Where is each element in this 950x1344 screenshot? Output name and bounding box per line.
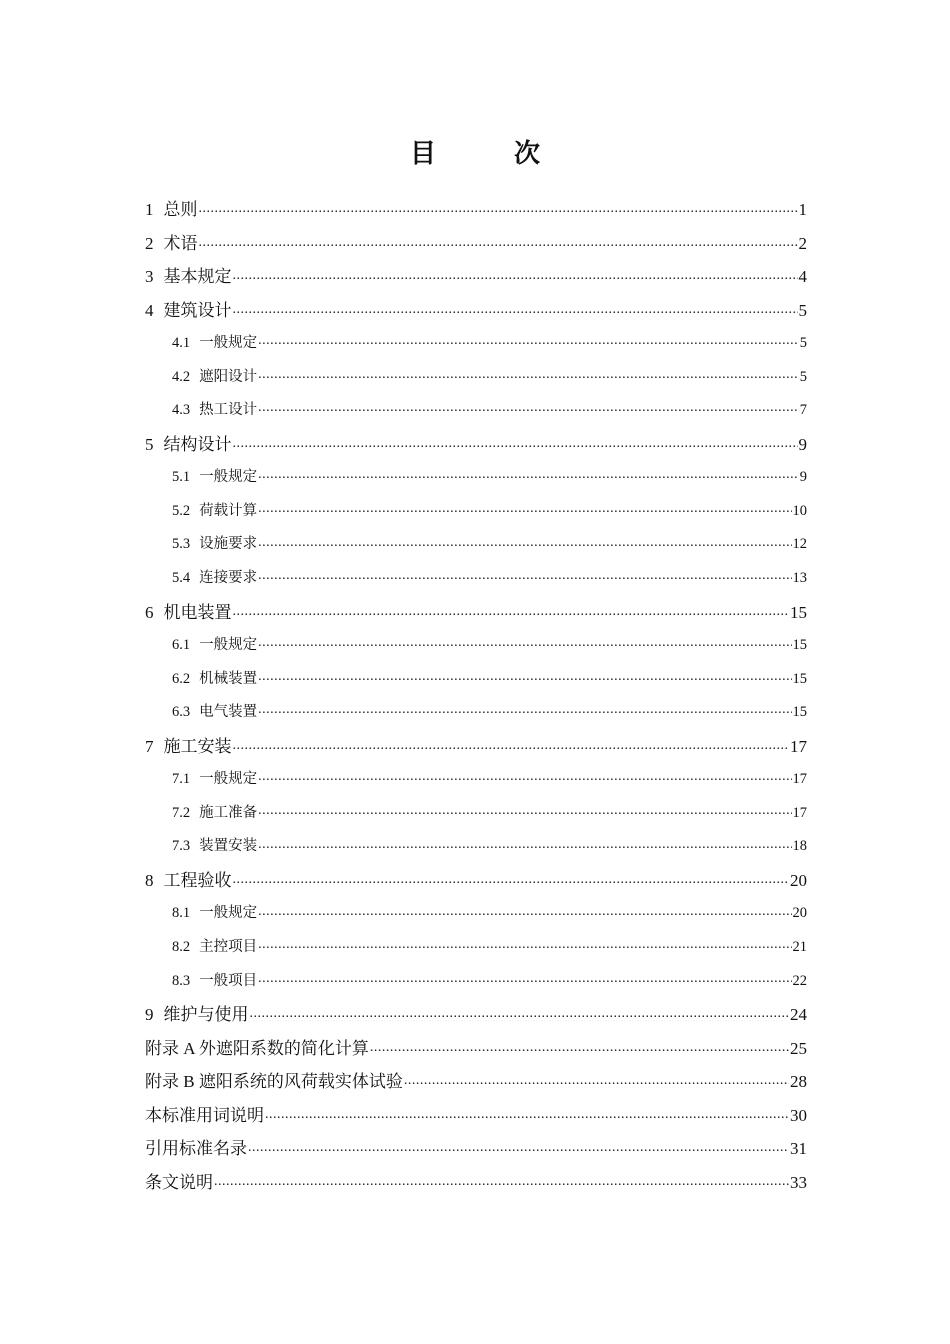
toc-entry-number: 6.1: [172, 637, 191, 654]
toc-entry-title: 遮阳设计: [199, 368, 258, 385]
toc-entry-title: 维护与使用: [163, 1005, 249, 1025]
toc-entry[interactable]: [145, 763, 807, 797]
toc-dot-leader: [258, 568, 791, 583]
toc-entry[interactable]: [145, 428, 807, 462]
page-title: 目 次: [409, 139, 566, 169]
toc-entry[interactable]: [145, 830, 807, 864]
toc-entry[interactable]: [145, 1099, 807, 1133]
toc-entry-number: 5.3: [172, 536, 191, 553]
toc-entry[interactable]: [145, 227, 807, 261]
toc-entry-page-number: 24: [790, 1005, 807, 1025]
toc-entry-title: 建筑设计: [163, 300, 232, 320]
toc-entry-title: 附录 A 外遮阳系数的简化计算: [145, 1038, 369, 1058]
toc-entry-number: 1: [145, 200, 154, 219]
toc-dot-leader: [258, 534, 791, 549]
toc-dot-leader: [258, 668, 791, 683]
toc-entry-title: 工程验收: [163, 870, 232, 890]
toc-entry-title: 引用标准名录: [145, 1139, 247, 1159]
toc-entry-number: 7.2: [172, 804, 191, 821]
toc-entry-title: 机械装置: [199, 670, 258, 687]
toc-dot-leader: [233, 265, 798, 282]
toc-entry-page-number: 30: [790, 1105, 807, 1125]
toc-entry-page-number: 20: [790, 870, 807, 890]
toc-entry[interactable]: [145, 730, 807, 764]
toc-entry-number: 6.3: [172, 704, 191, 721]
toc-entry-title: 电气装置: [199, 704, 258, 721]
toc-entry-number: 8.3: [172, 972, 191, 989]
toc-entry[interactable]: [145, 495, 807, 529]
toc-dot-leader: [233, 601, 790, 618]
toc-entry-number: 2: [145, 233, 154, 253]
toc-entry-title: 主控项目: [199, 939, 258, 956]
toc-entry-page-number: 9: [798, 434, 807, 454]
toc-entry-number: 8.2: [172, 939, 191, 956]
toc-entry-page-number: 5: [798, 300, 807, 320]
toc-dot-leader: [404, 1070, 789, 1087]
toc-entry[interactable]: [145, 361, 807, 395]
toc-dot-leader: [258, 903, 791, 918]
toc-entry[interactable]: [145, 596, 807, 630]
toc-entry-number: 4.1: [172, 335, 191, 352]
toc-entry-page-number: 17: [790, 736, 807, 756]
table-of-contents: [145, 193, 807, 1199]
toc-entry-number: 6: [145, 602, 154, 622]
toc-dot-leader: [258, 836, 791, 851]
toc-dot-leader: [233, 433, 798, 450]
toc-dot-leader: [258, 635, 791, 650]
toc-entry-title: 一般规定: [199, 335, 258, 352]
toc-entry[interactable]: [145, 931, 807, 965]
toc-dot-leader: [258, 400, 799, 415]
toc-entry-number: 8: [145, 870, 154, 890]
toc-entry-page-number: 22: [792, 972, 807, 989]
toc-entry-page-number: 15: [792, 670, 807, 687]
toc-entry[interactable]: [145, 797, 807, 831]
toc-entry-title: 本标准用词说明: [145, 1105, 264, 1125]
toc-dot-leader: [233, 869, 790, 886]
toc-entry-title: 附录 B 遮阳系统的风荷载实体试验: [145, 1072, 403, 1092]
toc-entry-title: 术语: [163, 233, 198, 253]
toc-entry-number: 6.2: [172, 670, 191, 687]
toc-entry[interactable]: [145, 864, 807, 898]
toc-dot-leader: [250, 1003, 790, 1020]
toc-entry[interactable]: [145, 1032, 807, 1066]
toc-entry-title: 基本规定: [163, 267, 232, 287]
toc-entry-number: 4.2: [172, 368, 191, 385]
toc-dot-leader: [199, 198, 798, 215]
toc-entry-page-number: 17: [792, 804, 807, 821]
toc-dot-leader: [258, 366, 799, 381]
toc-entry[interactable]: [145, 461, 807, 495]
toc-dot-leader: [265, 1104, 789, 1121]
toc-entry-title: 荷载计算: [199, 502, 258, 519]
toc-entry-page-number: 18: [792, 838, 807, 855]
toc-entry-title: 结构设计: [163, 434, 232, 454]
toc-dot-leader: [258, 769, 791, 784]
toc-entry[interactable]: [145, 562, 807, 596]
toc-entry[interactable]: [145, 327, 807, 361]
toc-entry-page-number: 15: [792, 704, 807, 721]
toc-entry-title: 条文说明: [145, 1172, 213, 1192]
toc-entry-page-number: 17: [792, 771, 807, 788]
toc-entry[interactable]: [145, 260, 807, 294]
toc-entry[interactable]: [145, 193, 807, 227]
toc-entry-number: 4.3: [172, 402, 191, 419]
toc-entry[interactable]: [145, 1065, 807, 1099]
toc-entry[interactable]: [145, 528, 807, 562]
toc-entry-title: 施工准备: [199, 804, 258, 821]
toc-entry-title: 一般规定: [199, 469, 258, 486]
toc-entry-number: 5.1: [172, 469, 191, 486]
toc-entry-page-number: 5: [799, 368, 807, 385]
toc-dot-leader: [258, 467, 799, 482]
toc-entry[interactable]: [145, 998, 807, 1032]
toc-dot-leader: [233, 735, 790, 752]
toc-entry-number: 7: [145, 736, 154, 756]
toc-entry-page-number: 1: [798, 200, 807, 219]
toc-entry[interactable]: [145, 696, 807, 730]
toc-entry-page-number: 5: [799, 335, 807, 352]
toc-entry-number: 5: [145, 434, 154, 454]
toc-entry-title: 设施要求: [199, 536, 258, 553]
toc-entry-number: 9: [145, 1005, 154, 1025]
toc-entry-title: 热工设计: [199, 402, 258, 419]
toc-entry-page-number: 12: [792, 536, 807, 553]
toc-entry-title: 机电装置: [163, 602, 232, 622]
toc-entry[interactable]: [145, 897, 807, 931]
toc-dot-leader: [248, 1137, 789, 1154]
toc-entry[interactable]: [145, 663, 807, 697]
toc-entry-page-number: 31: [790, 1139, 807, 1159]
toc-entry[interactable]: [145, 1166, 807, 1200]
toc-entry-page-number: 21: [792, 939, 807, 956]
toc-entry[interactable]: [145, 965, 807, 999]
toc-entry-page-number: 15: [792, 637, 807, 654]
toc-dot-leader: [233, 299, 798, 316]
toc-dot-leader: [258, 802, 791, 817]
toc-dot-leader: [199, 232, 798, 249]
toc-entry-page-number: 4: [798, 267, 807, 287]
toc-entry-number: 3: [145, 267, 154, 287]
toc-entry[interactable]: [145, 629, 807, 663]
toc-entry[interactable]: [145, 1132, 807, 1166]
toc-entry-number: 4: [145, 300, 154, 320]
toc-entry-number: 5.2: [172, 502, 191, 519]
toc-entry-page-number: 20: [792, 905, 807, 922]
toc-entry-page-number: 25: [790, 1038, 807, 1058]
toc-entry[interactable]: [145, 394, 807, 428]
toc-entry-title: 一般规定: [199, 905, 258, 922]
toc-entry-page-number: 9: [799, 469, 807, 486]
toc-entry-title: 施工安装: [163, 736, 232, 756]
toc-entry-number: 8.1: [172, 905, 191, 922]
toc-entry-page-number: 7: [799, 402, 807, 419]
toc-entry-page-number: 2: [798, 233, 807, 253]
toc-entry-number: 7.3: [172, 838, 191, 855]
toc-dot-leader: [214, 1171, 789, 1188]
toc-entry-title: 一般项目: [199, 972, 258, 989]
toc-dot-leader: [258, 500, 791, 515]
toc-dot-leader: [258, 970, 791, 985]
toc-entry-page-number: 13: [792, 570, 807, 587]
toc-dot-leader: [258, 333, 799, 348]
toc-entry-number: 7.1: [172, 771, 191, 788]
toc-entry-title: 装置安装: [199, 838, 258, 855]
toc-entry-page-number: 10: [792, 502, 807, 519]
toc-dot-leader: [370, 1037, 789, 1054]
toc-entry-page-number: 28: [790, 1072, 807, 1092]
toc-entry-title: 总则: [163, 200, 198, 219]
toc-dot-leader: [258, 702, 791, 717]
toc-entry-title: 一般规定: [199, 771, 258, 788]
toc-entry-page-number: 33: [790, 1172, 807, 1192]
toc-entry-page-number: 15: [790, 602, 807, 622]
toc-entry-title: 一般规定: [199, 637, 258, 654]
toc-entry-title: 连接要求: [199, 570, 258, 587]
toc-entry-number: 5.4: [172, 570, 191, 587]
toc-dot-leader: [258, 937, 791, 952]
toc-entry[interactable]: [145, 294, 807, 328]
